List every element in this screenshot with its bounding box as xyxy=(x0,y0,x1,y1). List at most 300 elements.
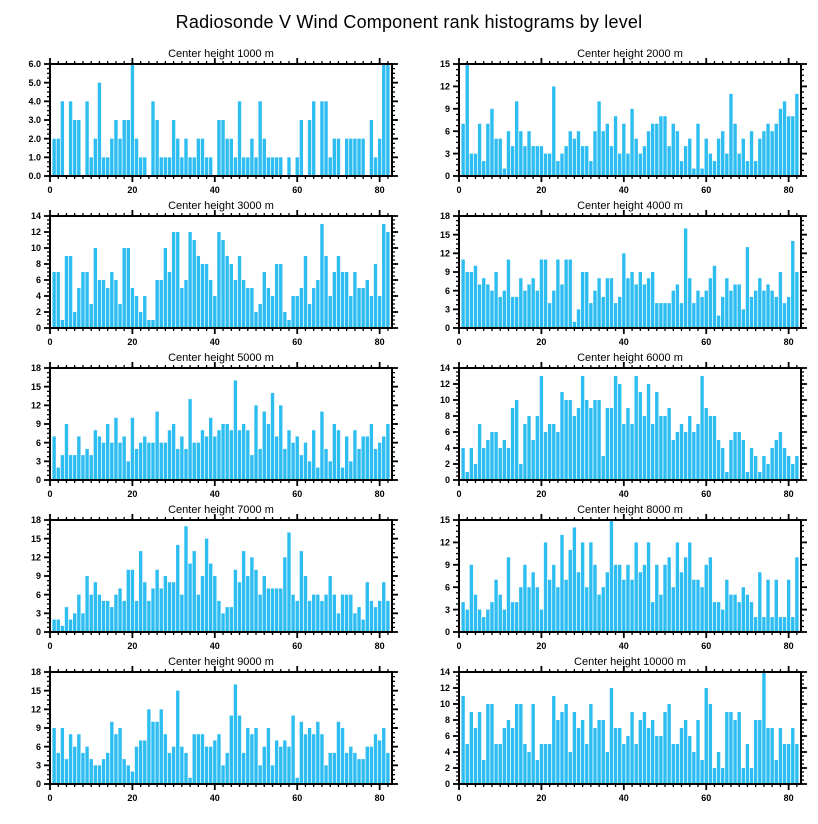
histogram-bar xyxy=(515,101,518,176)
histogram-bar xyxy=(221,424,224,480)
histogram-bar xyxy=(643,565,646,632)
histogram-bar xyxy=(230,139,233,176)
histogram-bar xyxy=(73,613,76,632)
histogram-bar xyxy=(519,464,522,480)
histogram-bar xyxy=(523,424,526,480)
x-tick-label: 40 xyxy=(209,489,220,499)
histogram-bar xyxy=(176,232,179,328)
plot-frame xyxy=(459,520,801,632)
y-tick-label: 0 xyxy=(444,171,450,182)
histogram-bar xyxy=(614,116,617,176)
y-tick-label: 18 xyxy=(30,363,41,374)
histogram-bar xyxy=(762,456,765,480)
y-tick-label: 3 xyxy=(35,456,41,467)
histogram-bar xyxy=(160,157,163,176)
histogram-bar xyxy=(680,572,683,632)
plot-frame xyxy=(50,64,392,176)
y-tick-label: 0 xyxy=(444,323,450,334)
histogram-bar xyxy=(618,384,621,480)
y-tick-label: 0 xyxy=(35,323,41,334)
histogram-bar xyxy=(382,224,385,328)
histogram-bar xyxy=(254,570,257,632)
histogram-bar xyxy=(523,744,526,784)
histogram-bar xyxy=(593,728,596,784)
histogram-bar xyxy=(271,296,274,328)
histogram-bar xyxy=(490,602,493,632)
histogram-bar xyxy=(626,736,629,784)
histogram-bar xyxy=(271,588,274,632)
y-tick-label: 12 xyxy=(439,248,450,259)
histogram-bar xyxy=(573,416,576,480)
x-tick-label: 60 xyxy=(701,489,712,499)
histogram-bar xyxy=(188,232,191,328)
x-tick-label: 80 xyxy=(783,793,794,803)
histogram-bar xyxy=(626,565,629,632)
y-tick-label: 10 xyxy=(439,395,450,406)
histogram-bar xyxy=(507,260,510,328)
histogram-bar xyxy=(754,720,757,784)
histogram-bar xyxy=(577,572,580,632)
histogram-bar xyxy=(742,587,745,632)
histogram-bar xyxy=(622,580,625,632)
histogram-bar xyxy=(680,424,683,480)
histogram-bar xyxy=(172,582,175,632)
histogram-bar xyxy=(791,116,794,176)
histogram-bar xyxy=(589,161,592,176)
histogram-bar xyxy=(234,157,237,176)
histogram-bar xyxy=(536,587,539,632)
histogram-bar xyxy=(353,430,356,480)
histogram-bar xyxy=(230,430,233,480)
histogram-bar xyxy=(692,752,695,784)
histogram-bar xyxy=(361,288,364,328)
histogram-bar xyxy=(341,728,344,784)
histogram-bar xyxy=(606,572,609,632)
histogram-bar xyxy=(349,139,352,176)
histogram-bar xyxy=(312,734,315,784)
histogram-bar xyxy=(692,303,695,328)
x-tick-label: 0 xyxy=(456,489,462,499)
histogram-bar xyxy=(696,720,699,784)
histogram-bar xyxy=(98,436,101,480)
histogram-bar xyxy=(94,139,97,176)
y-tick-label: 6 xyxy=(35,589,41,600)
histogram-bar xyxy=(667,146,670,176)
histogram-bar xyxy=(647,384,650,480)
histogram-bar xyxy=(283,449,286,480)
histogram-bar xyxy=(709,154,712,176)
x-tick-label: 20 xyxy=(127,793,138,803)
histogram-bar xyxy=(300,722,303,784)
histogram-bar xyxy=(577,728,580,784)
histogram-bar xyxy=(738,432,741,480)
histogram-bar xyxy=(647,131,650,176)
histogram-bar xyxy=(85,101,88,176)
histogram-bar xyxy=(470,154,473,176)
histogram-bar xyxy=(622,124,625,176)
histogram-bar xyxy=(593,291,596,328)
histogram-bar xyxy=(329,576,332,632)
histogram-bar xyxy=(370,296,373,328)
histogram-bar xyxy=(209,418,212,480)
histogram-bar xyxy=(659,595,662,632)
histogram-bar xyxy=(667,303,670,328)
x-tick-label: 80 xyxy=(783,489,794,499)
histogram-bar xyxy=(729,595,732,632)
histogram-bar xyxy=(135,296,138,328)
x-tick-label: 60 xyxy=(292,489,303,499)
histogram-bar xyxy=(102,443,105,480)
histogram-bar xyxy=(258,765,261,784)
histogram-bar xyxy=(193,157,196,176)
histogram-bar xyxy=(238,582,241,632)
histogram-bar xyxy=(353,139,356,176)
histogram-bar xyxy=(324,256,327,328)
histogram-bar xyxy=(589,542,592,632)
histogram-bar xyxy=(527,131,530,176)
histogram-bar xyxy=(680,728,683,784)
histogram-bar xyxy=(721,448,724,480)
histogram-bar xyxy=(275,740,278,784)
histogram-bar xyxy=(676,284,679,328)
histogram-bar xyxy=(474,464,477,480)
y-tick-label: 12 xyxy=(439,537,450,548)
histogram-bar xyxy=(536,760,539,784)
histogram-bar xyxy=(357,759,360,784)
histogram-bar xyxy=(630,712,633,784)
histogram-bar xyxy=(341,272,344,328)
histogram-bar xyxy=(758,720,761,784)
x-tick-label: 0 xyxy=(47,793,53,803)
histogram-bar xyxy=(131,772,134,784)
histogram-bar xyxy=(779,617,782,632)
histogram-bar xyxy=(560,712,563,784)
y-tick-label: 6 xyxy=(444,427,450,438)
histogram-bar xyxy=(374,264,377,328)
y-tick-label: 0 xyxy=(444,627,450,638)
histogram-bar xyxy=(131,418,134,480)
histogram-bar xyxy=(589,303,592,328)
histogram-bar xyxy=(523,565,526,632)
histogram-bar xyxy=(176,139,179,176)
y-tick-label: 12 xyxy=(439,379,450,390)
histogram-bar xyxy=(85,449,88,480)
histogram-bar xyxy=(461,124,464,176)
histogram-bar xyxy=(209,747,212,784)
histogram-bar xyxy=(271,393,274,480)
histogram-bar xyxy=(643,712,646,784)
histogram-bar xyxy=(787,297,790,328)
histogram-bar xyxy=(511,602,514,632)
histogram-bar xyxy=(279,405,282,480)
histogram-bar xyxy=(531,572,534,632)
histogram-bar xyxy=(184,449,187,480)
histogram-bar xyxy=(602,456,605,480)
histogram-bar xyxy=(787,116,790,176)
histogram-bar xyxy=(201,734,204,784)
histogram-bar xyxy=(65,607,68,632)
histogram-bar xyxy=(180,288,183,328)
histogram-bar xyxy=(357,139,360,176)
histogram-bar xyxy=(602,131,605,176)
histogram-bar xyxy=(478,124,481,176)
histogram-bar xyxy=(766,464,769,480)
histogram-bar xyxy=(655,736,658,784)
histogram-bar xyxy=(57,139,60,176)
histogram-bar xyxy=(193,551,196,632)
histogram-bar xyxy=(490,291,493,328)
histogram-bar xyxy=(267,728,270,784)
histogram-bar xyxy=(147,320,150,328)
histogram-bar xyxy=(684,557,687,632)
histogram-bar xyxy=(180,157,183,176)
histogram-bar xyxy=(791,464,794,480)
histogram-bar xyxy=(127,765,130,784)
histogram-bar xyxy=(73,312,76,328)
histogram-bar xyxy=(230,264,233,328)
y-tick-label: 15 xyxy=(30,381,41,392)
histogram-bar xyxy=(758,139,761,176)
histogram-bar xyxy=(81,613,84,632)
histogram-bar xyxy=(349,747,352,784)
histogram-bar xyxy=(234,280,237,328)
subplot-7000-m xyxy=(0,500,409,652)
histogram-bar xyxy=(717,316,720,328)
histogram-bar xyxy=(659,416,662,480)
subplot-8000-m xyxy=(409,500,818,652)
histogram-bar xyxy=(622,253,625,328)
histogram-bar xyxy=(300,288,303,328)
histogram-bar xyxy=(250,455,253,480)
histogram-bar xyxy=(536,291,539,328)
histogram-bar xyxy=(733,720,736,784)
subplot-10000-m xyxy=(409,652,818,804)
histogram-bar xyxy=(729,440,732,480)
histogram-bar xyxy=(544,744,547,784)
histogram-bar xyxy=(634,139,637,176)
histogram-bar xyxy=(647,542,650,632)
histogram-bar xyxy=(639,154,642,176)
histogram-bar xyxy=(61,728,64,784)
histogram-svg xyxy=(409,652,818,804)
histogram-bar xyxy=(758,278,761,328)
histogram-bar xyxy=(672,291,675,328)
histogram-bar xyxy=(90,759,93,784)
histogram-bar xyxy=(258,595,261,632)
histogram-bar xyxy=(353,613,356,632)
histogram-bar xyxy=(622,424,625,480)
y-tick-label: 9 xyxy=(444,267,450,278)
x-tick-label: 60 xyxy=(701,641,712,651)
histogram-bar xyxy=(783,303,786,328)
subplot-title: Center height 10000 m xyxy=(574,656,686,668)
histogram-bar xyxy=(540,146,543,176)
y-tick-label: 3 xyxy=(444,604,450,615)
histogram-bar xyxy=(478,284,481,328)
histogram-bar xyxy=(118,443,121,480)
histogram-bar xyxy=(122,601,125,632)
histogram-bar xyxy=(110,722,113,784)
histogram-bar xyxy=(639,272,642,328)
histogram-bar xyxy=(151,443,154,480)
histogram-bar xyxy=(672,744,675,784)
histogram-bar xyxy=(746,595,749,632)
histogram-bar xyxy=(597,400,600,480)
histogram-bar xyxy=(766,728,769,784)
histogram-bar xyxy=(184,280,187,328)
y-tick-label: 6 xyxy=(35,437,41,448)
histogram-bar xyxy=(556,720,559,784)
histogram-bar xyxy=(378,443,381,480)
histogram-bar xyxy=(110,272,113,328)
histogram-bar xyxy=(94,430,97,480)
histogram-bar xyxy=(589,408,592,480)
histogram-bar xyxy=(151,588,154,632)
histogram-bar xyxy=(114,120,117,176)
histogram-bar xyxy=(333,272,336,328)
histogram-bar xyxy=(717,139,720,176)
histogram-bar xyxy=(172,424,175,480)
histogram-bar xyxy=(733,124,736,176)
histogram-bar xyxy=(312,430,315,480)
histogram-bar xyxy=(738,154,741,176)
histogram-bar xyxy=(667,704,670,784)
histogram-bar xyxy=(98,595,101,632)
histogram-bar xyxy=(709,416,712,480)
histogram-bar xyxy=(672,587,675,632)
histogram-bar xyxy=(618,297,621,328)
histogram-bar xyxy=(304,576,307,632)
histogram-bar xyxy=(643,146,646,176)
histogram-bar xyxy=(499,744,502,784)
y-tick-label: 2 xyxy=(444,459,450,470)
histogram-bar xyxy=(647,728,650,784)
histogram-bar xyxy=(610,688,613,784)
histogram-bar xyxy=(164,157,167,176)
histogram-bar xyxy=(622,744,625,784)
histogram-bar xyxy=(296,157,299,176)
histogram-bar xyxy=(341,468,344,480)
histogram-bar xyxy=(345,272,348,328)
histogram-bar xyxy=(98,83,101,176)
histogram-bar xyxy=(209,564,212,632)
histogram-bar xyxy=(118,304,121,328)
histogram-bar xyxy=(370,747,373,784)
histogram-bar xyxy=(766,124,769,176)
histogram-bar xyxy=(102,759,105,784)
histogram-bar xyxy=(647,278,650,328)
histogram-bar xyxy=(77,288,80,328)
histogram-bar xyxy=(507,720,510,784)
ticks-group xyxy=(28,58,398,195)
histogram-bar xyxy=(564,704,567,784)
histogram-bar xyxy=(57,272,60,328)
histogram-bar xyxy=(333,753,336,784)
histogram-bar xyxy=(713,416,716,480)
x-tick-label: 0 xyxy=(456,337,462,347)
histogram-bar xyxy=(94,248,97,328)
histogram-bar xyxy=(523,146,526,176)
y-tick-label: 6 xyxy=(35,741,41,752)
x-tick-label: 20 xyxy=(536,337,547,347)
histogram-bar xyxy=(184,526,187,632)
histogram-bar xyxy=(705,565,708,632)
histogram-bar xyxy=(329,461,332,480)
histogram-bar xyxy=(357,449,360,480)
histogram-bar xyxy=(581,542,584,632)
histogram-bar xyxy=(791,241,794,328)
x-tick-label: 0 xyxy=(47,185,53,195)
histogram-bar xyxy=(597,101,600,176)
histogram-bar xyxy=(155,570,158,632)
histogram-bar xyxy=(503,169,506,176)
histogram-bar xyxy=(106,288,109,328)
subplot-title: Center height 8000 m xyxy=(577,504,683,516)
histogram-bar xyxy=(374,157,377,176)
histogram-bar xyxy=(263,272,266,328)
histogram-bar xyxy=(139,443,142,480)
histogram-bar xyxy=(775,440,778,480)
histogram-bar xyxy=(378,296,381,328)
histogram-bar xyxy=(337,256,340,328)
histogram-bar xyxy=(466,272,469,328)
histogram-bar xyxy=(374,449,377,480)
histogram-bar xyxy=(131,570,134,632)
histogram-bar xyxy=(52,139,55,176)
y-tick-label: 15 xyxy=(439,515,450,526)
histogram-bar xyxy=(540,744,543,784)
histogram-bar xyxy=(370,424,373,480)
y-tick-label: 0 xyxy=(444,475,450,486)
histogram-bar xyxy=(758,472,761,480)
histogram-bar xyxy=(197,595,200,632)
histogram-bar xyxy=(374,607,377,632)
subplot-title: Center height 2000 m xyxy=(577,48,683,60)
histogram-bar xyxy=(569,260,572,328)
histogram-bar xyxy=(552,291,555,328)
histogram-bar xyxy=(164,734,167,784)
histogram-bar xyxy=(250,288,253,328)
y-tick-label: 0 xyxy=(35,779,41,790)
bars-group xyxy=(461,228,798,328)
histogram-bar xyxy=(250,734,253,784)
histogram-bar xyxy=(610,278,613,328)
histogram-bar xyxy=(544,432,547,480)
histogram-bar xyxy=(114,280,117,328)
histogram-bar xyxy=(275,588,278,632)
y-tick-label: 18 xyxy=(439,211,450,222)
histogram-bar xyxy=(639,392,642,480)
histogram-bar xyxy=(370,601,373,632)
histogram-bar xyxy=(279,747,282,784)
histogram-bar xyxy=(69,620,72,632)
histogram-bar xyxy=(519,704,522,784)
histogram-bar xyxy=(168,157,171,176)
histogram-bar xyxy=(337,722,340,784)
histogram-bar xyxy=(655,303,658,328)
x-tick-label: 60 xyxy=(292,793,303,803)
histogram-bar xyxy=(630,272,633,328)
histogram-bar xyxy=(729,291,732,328)
histogram-bar xyxy=(531,440,534,480)
histogram-bar xyxy=(494,744,497,784)
histogram-bar xyxy=(217,232,220,328)
histogram-bar xyxy=(386,232,389,328)
histogram-bar xyxy=(85,576,88,632)
histogram-bar xyxy=(597,720,600,784)
histogram-bar xyxy=(110,139,113,176)
histogram-bar xyxy=(482,278,485,328)
